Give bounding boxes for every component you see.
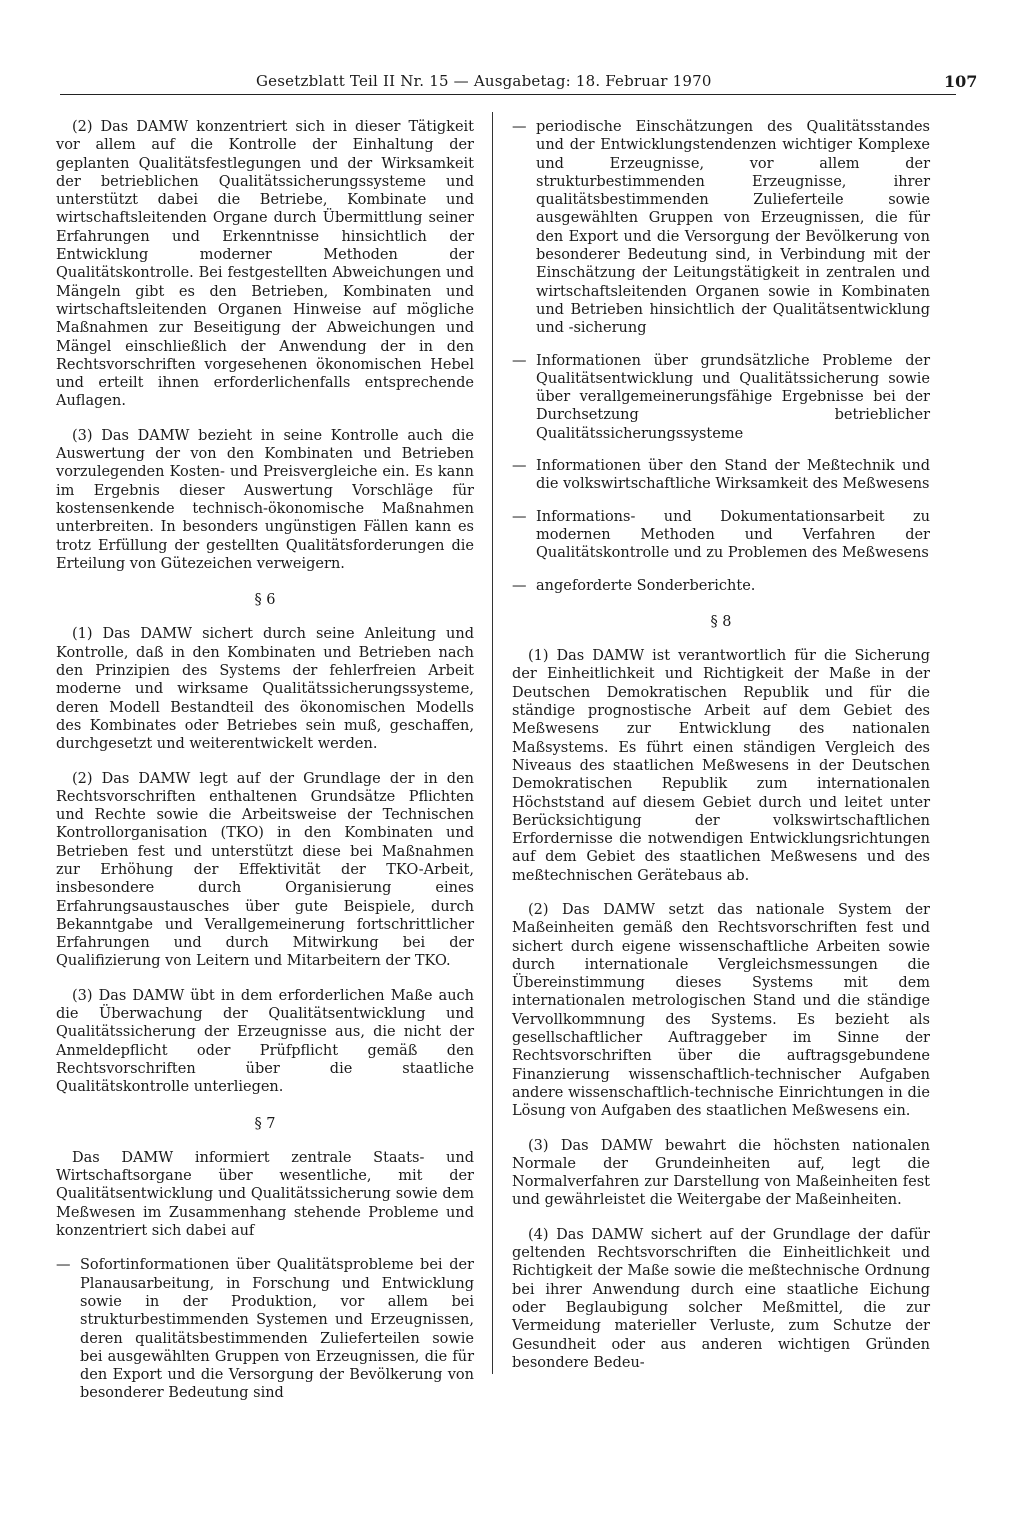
bullet-list [512, 118, 930, 595]
page-number: 107 [944, 72, 978, 91]
page-header [60, 72, 978, 95]
bullet-list [56, 1256, 474, 1402]
dash-bullet: — [512, 508, 527, 525]
section-heading: § 8 [710, 613, 732, 630]
paragraph: (2) Das DAMW konzentriert sich in dieser Tätigkeit vor allem auf die Kontrolle der Einhaltung der geplanten Qualitätsfestlegungen und der Wirksamkeit der betrieblichen Qualitätssicherungssysteme und unterstützt dabei die Betriebe, Kombinate und wirtschaftsleitenden Organe durch Übermittlung seiner Erfahrungen und Erkenntnisse hinsichtlich der Entwicklung moderner Methoden der Qualitätskontrolle. Bei festgestellten Abweichungen und Mängeln gibt es den Betrieben, Kombinaten und wirtschaftsleitenden Organen Hinweise auf mögliche Maßnahmen zur Beseitigung der Abweichungen und Mängel einschließlich der Anwendung der in den Rechtsvorschriften vorgesehenen ökonomischen Hebel und erteilt ihnen erforderlichenfalls entsprechende Auflagen. [56, 119, 474, 410]
paragraph: Das DAMW informiert zentrale Staats- und Wirtschaftsorgane über wesentliche, mit der Qualitätsentwicklung und Qualitätssicherung sowie dem Meßwesen im Zusammenhang stehende Probleme und konzentriert sich dabei auf [56, 1149, 474, 1240]
paragraph: (3) Das DAMW übt in dem erforderlichen Maße auch die Überwachung der Qualitätsentwicklung und Qualitätssicherung der Erzeugnisse aus, die nicht der Anmeldepflicht oder Prüfpflicht gemäß den Rechtsvorschriften über die staatliche Qualitätskontrolle unterliegen. [56, 987, 474, 1096]
header-title: Gesetzblatt Teil II Nr. 15 — Ausgabetag: 18. Februar 1970 [256, 72, 712, 90]
list-item-text: Informationen über grundsätzliche Probleme der Qualitätsentwicklung und Qualitätssicherung sowie über verallgemeinerungsfähige Ergebnisse bei der Durchsetzung betrieblicher Qualitätssicherungssysteme [536, 352, 930, 442]
list-item-text: Informations- und Dokumentationsarbeit zu modernen Methoden und Verfahren der Qualitätskontrolle und zu Problemen des Meßwesens [536, 508, 930, 562]
right-column [512, 118, 930, 1388]
list-item [512, 577, 930, 595]
list-item [512, 457, 930, 494]
dash-bullet: — [512, 119, 527, 135]
paragraph: (2) Das DAMW legt auf der Grundlage der in den Rechtsvorschriften enthaltenen Grundsätze Pflichten und Rechte sowie die Arbeitsweise der Technischen Kontrollorganisation (TKO) in den Kombinaten und Betrieben fest und unterstützt diese bei Maßnahmen zur Erhöhung der Effektivität der TKO-Arbeit, insbesondere durch Organisierung eines Erfahrungsaustausches über gute Beispiele, durch Bekanntgabe und Verallgemeinerung fortschrittlicher Erfahrungen und durch Mitwirkung bei der Qualifizierung von Leitern und Mitarbeitern der TKO. [56, 770, 474, 970]
section-heading: § 7 [254, 1115, 276, 1132]
list-item-text: periodische Einschätzungen des Qualitätsstandes und der Entwicklungstendenzen wichtiger Komplexe und Erzeugnisse, vor allem der strukturbestimmenden Erzeugnisse, ihrer qualitätsbestimmenden Zulieferteile sowie ausgewählten Gruppen von Erzeugnissen, die für den Export und die Versorgung der Bevölkerung von besonderer Bedeutung sind, in Verbindung mit der Einschätzung der Leitungstätigkeit in zentralen und wirtschaftsleitenden Organen sowie in Kombinaten und Betrieben hinsichtlich der Qualitätsentwicklung und -sicherung [536, 119, 930, 337]
paragraph: (3) Das DAMW bezieht in seine Kontrolle auch die Auswertung der von den Kombinaten und Betrieben vorzulegenden Kosten- und Preisvergleiche ein. Es kann im Ergebnis dieser Auswertung Vorschläge für kostensenkende technisch-ökonomische Maßnahmen unterbreiten. In besonders ungünstigen Fällen kann es trotz Erfüllung der gestellten Qualitätsforderungen die Erteilung von Gütezeichen verweigern. [56, 427, 474, 572]
list-item [512, 508, 930, 563]
section-heading: § 6 [254, 592, 276, 609]
paragraph: (1) Das DAMW sichert durch seine Anleitung und Kontrolle, daß in den Kombinaten und Betrieben nach den Prinzipien des Systems der fehlerfreien Arbeit moderne und wirksame Qualitätssicherungssysteme, deren Modell Bestandteil des ökonomischen Modells des Kombinates oder Betriebes sein muß, geschaffen, durchgesetzt und weiterentwickelt werden. [56, 626, 474, 753]
paragraph: (1) Das DAMW ist verantwortlich für die Sicherung der Einheitlichkeit und Richtigkeit der Maße in der Deutschen Demokratischen Republik und für die ständige prognostische Arbeit auf dem Gebiet des Meßwesens zur Entwicklung des nationalen Maßsystems. Es führt einen ständigen Vergleich des Niveaus des staatlichen Meßwesens in der Deutschen Demokratischen Republik zum internationalen Höchststand auf diesem Gebiet durch und leitet unter Berücksichtigung der volkswirtschaftlichen Erfordernisse die notwendigen Entwicklungsrichtungen auf dem Gebiet des staatlichen Meßwesens und des meßtechnischen Gerätebaus ab. [512, 648, 930, 884]
list-item [56, 1256, 474, 1402]
dash-bullet: — [512, 458, 527, 475]
paragraph: (2) Das DAMW setzt das nationale System der Maßeinheiten gemäß den Rechtsvorschriften fest und sichert durch eigene wissenschaftliche Arbeiten sowie durch internationale Vergleichsmessungen die Übereinstimmung dieses Systems mit dem internationalen metrologischen Stand und die ständige Vervollkommnung des Systems. Es bezieht als gesellschaftlicher Auftraggeber im Sinne der Rechtsvorschriften über die auftragsgebundene Finanzierung wissenschaftlich-technischer Aufgaben andere wissenschaftlich-technische Einrichtungen in die Lösung von Aufgaben des staatlichen Meßwesens ein. [512, 901, 930, 1120]
paragraph: (4) Das DAMW sichert auf der Grundlage der dafür geltenden Rechtsvorschriften die Einheitlichkeit und Richtigkeit der Maße sowie die meßtechnische Ordnung bei ihrer Anwendung durch eine staatliche Eichung oder Beglaubigung solcher Meßmittel, die zur Vermeidung materieller Verluste, zum Schutze der Gesundheit oder aus anderen wichtigen Gründen besondere Bedeu- [512, 1226, 930, 1371]
list-item [512, 352, 930, 443]
list-item [512, 118, 930, 338]
list-item-text: angeforderte Sonderberichte. [536, 577, 756, 594]
paragraph: (3) Das DAMW bewahrt die höchsten nationalen Normale der Grundeinheiten auf, legt die Normalverfahren zur Darstellung von Maßeinheiten fest und gewährleistet die Weitergabe der Maßeinheiten. [512, 1137, 930, 1209]
dash-bullet: — [512, 577, 527, 594]
dash-bullet: — [56, 1257, 71, 1274]
list-item-text: Sofortinformationen über Qualitätsprobleme bei der Planausarbeitung, in Forschung und Entwicklung sowie in der Produktion, vor allem bei strukturbestimmenden Systemen und Erzeugnissen, deren qualitätsbestimmenden Zulieferteilen sowie bei ausgewählten Gruppen von Erzeugnissen, die für den Export und die Versorgung der Bevölkerung von besonderer Bedeutung sind [80, 1257, 474, 1402]
left-column [56, 118, 474, 1417]
column-divider [492, 112, 493, 1374]
dash-bullet: — [512, 352, 527, 369]
list-item-text: Informationen über den Stand der Meßtechnik und die volkswirtschaftliche Wirksamkeit des Meßwesens [536, 458, 930, 493]
